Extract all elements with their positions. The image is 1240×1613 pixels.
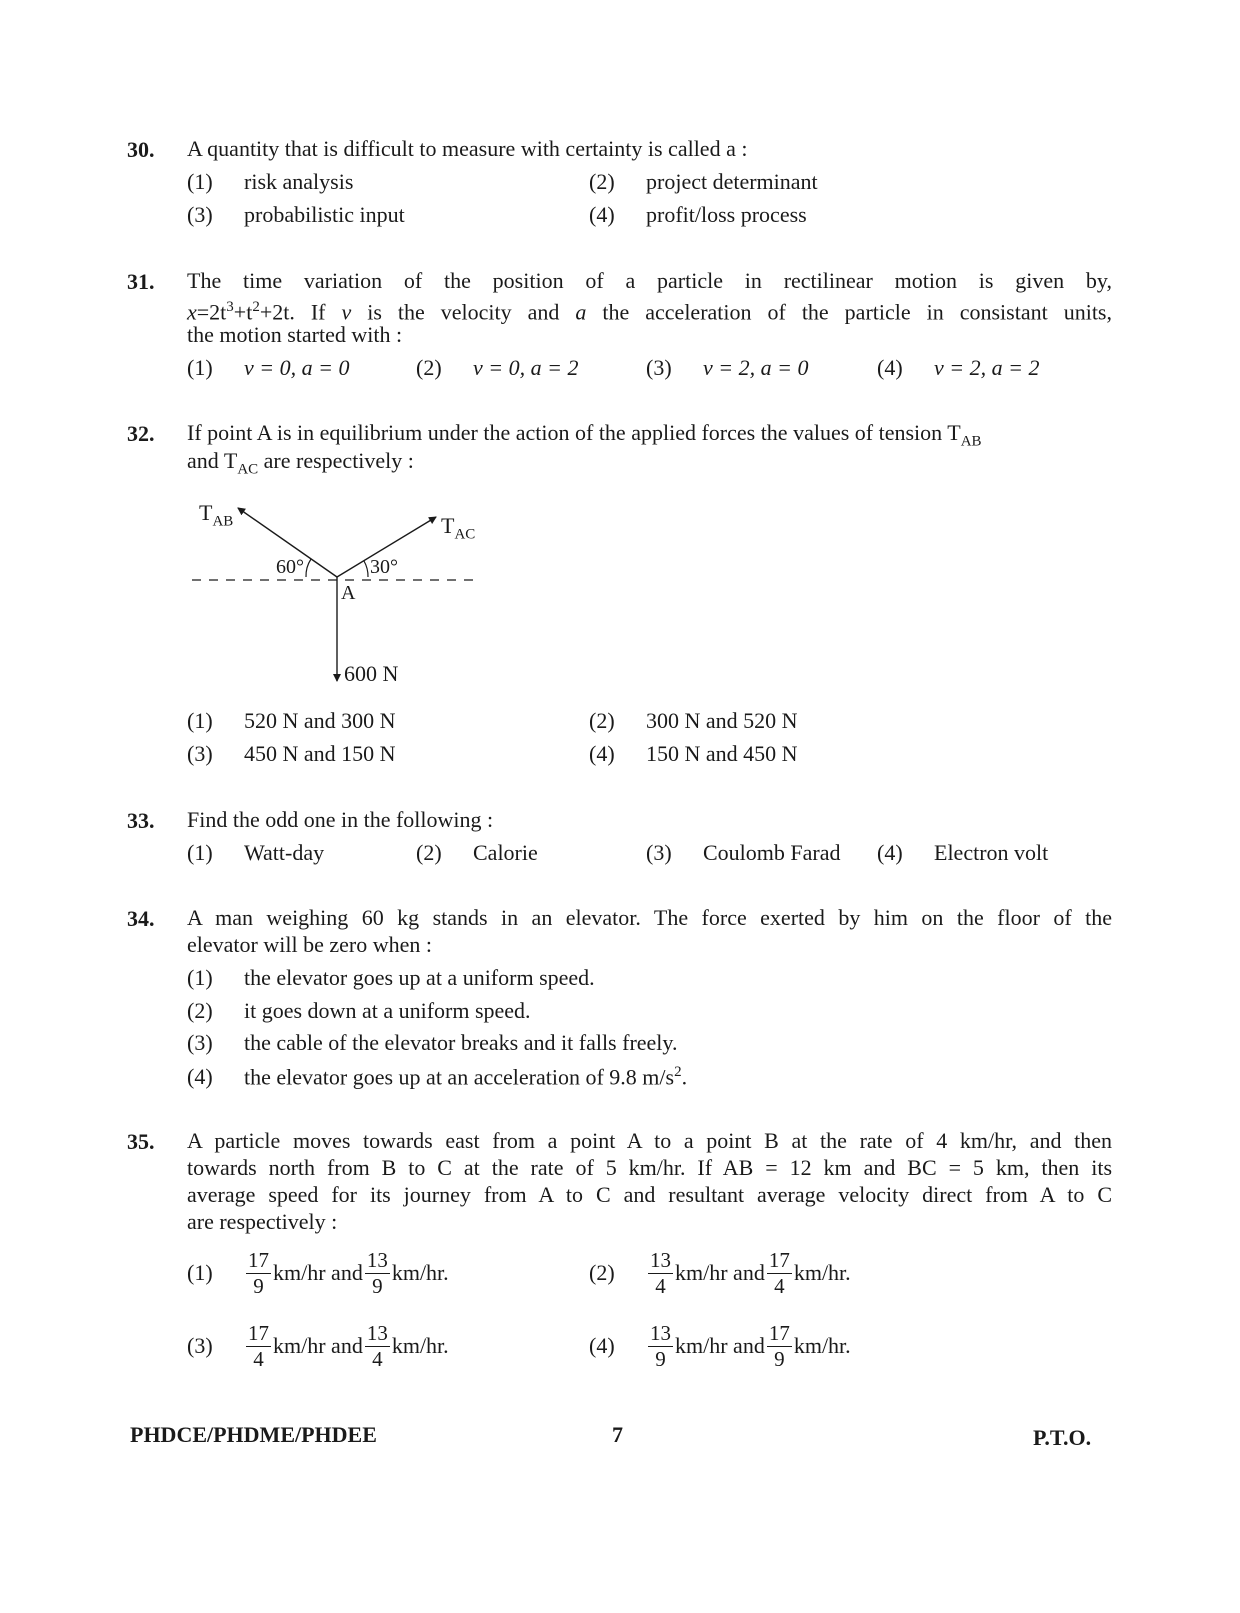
eq-end: +2t. [259,299,295,325]
option-number: (3) [187,202,213,227]
q33-option-2 [416,840,538,866]
option-text: Electron volt [934,840,1049,865]
denominator: 9 [774,1347,785,1371]
q32-sub-ab: AB [960,433,982,450]
fraction-2 [767,1250,792,1297]
footer-exam-code: PHDCE/PHDME/PHDEE [130,1422,377,1447]
q35-option-3 [187,1323,449,1370]
q34-option-3 [187,1030,677,1056]
option-number: (2) [589,169,615,194]
q31-option-2 [416,355,578,381]
label-tac [441,513,475,543]
q32-option-3 [187,741,396,767]
q33-number: 33. [127,808,155,833]
q33-option-1 [187,840,324,866]
unit-end: km/hr. [793,1260,851,1286]
q35-number: 35. [127,1129,155,1154]
eq-body: =2t [196,299,227,325]
option-text: v = 2, a = 2 [934,355,1040,380]
option-number: (3) [646,355,672,380]
fraction-1 [246,1250,271,1297]
label-point-a: A [341,582,356,604]
option-number: (1) [187,708,213,733]
label-tab [199,500,233,530]
option-text: it goes down at a uniform speed. [244,998,531,1023]
fraction-1 [648,1323,673,1370]
numerator: 17 [248,1248,269,1272]
option-text: Calorie [473,840,538,865]
option-number: (2) [589,1260,615,1286]
q35-line-3: average speed for its journey from A to C and resultant average velocity direct from A to C [187,1182,1112,1207]
fraction-2 [365,1250,390,1297]
numerator: 13 [366,1321,388,1345]
q31-number: 31. [127,269,155,294]
numerator: 13 [366,1248,388,1272]
q32-text-a: If point A is in equilibrium under the action of the applied forces the values of tension T [187,420,961,445]
q34-option-1 [187,965,595,991]
option-text: 450 N and 150 N [244,741,396,766]
q31-option-4 [877,355,1039,381]
option-number: (2) [589,708,615,733]
q34-line-2: elevator will be zero when : [187,932,432,957]
q31-option-3 [646,355,808,381]
option-number: (3) [187,1030,213,1055]
option-text: project determinant [646,169,818,194]
option-text: 520 N and 300 N [244,708,396,733]
option-text: Coulomb Farad [703,840,841,865]
q33-option-3 [646,840,841,866]
denominator: 4 [372,1347,383,1371]
option-text: profit/loss process [646,202,807,227]
numerator: 17 [248,1321,269,1345]
q35-option-1 [187,1250,449,1297]
option-text: 150 N and 450 N [646,741,798,766]
q30-option-4 [589,202,807,228]
numerator: 17 [768,1321,790,1345]
unit-end: km/hr. [391,1260,449,1286]
option-text: v = 0, a = 0 [244,355,350,380]
q32-line-2 [187,447,1112,483]
numerator: 13 [650,1321,671,1345]
numerator: 17 [768,1248,790,1272]
q35-line-2: towards north from B to C at the rate of 5 km/hr. If AB = 12 km and BC = 5 km, then its [187,1155,1112,1180]
option-end: . [681,1064,688,1090]
fraction-1 [648,1250,673,1297]
option-number: (4) [589,202,615,227]
denominator: 9 [372,1274,383,1298]
fraction-2 [767,1323,792,1370]
var-a: a [575,299,587,325]
option-text: v = 2, a = 0 [703,355,809,380]
unit-and: km/hr and [273,1260,363,1286]
unit-end: km/hr. [391,1333,449,1359]
option-number: (4) [877,840,903,865]
q31-text-c: the acceleration of the particle in consistant units, [586,299,1112,325]
q34-option-2 [187,998,531,1024]
q32-option-2 [589,708,798,734]
unit-and: km/hr and [675,1260,765,1286]
option-text: the cable of the elevator breaks and it falls freely. [244,1030,678,1055]
q35-line-1: A particle moves towards east from a point A to a point B at the rate of 4 km/hr, and then [187,1128,1112,1153]
option-number: (3) [187,741,213,766]
q32-sub-ac: AC [237,461,259,478]
eq-sup-1: 3 [226,299,234,315]
angle-arc-left [306,559,311,577]
option-number: (1) [187,1260,213,1286]
option-number: (1) [187,965,213,990]
q32-number: 32. [127,421,155,446]
fraction-1 [246,1323,271,1370]
option-number: (4) [187,1064,213,1090]
option-number: (1) [187,355,213,380]
option-sup: 2 [674,1064,682,1080]
q31-text-b: is the velocity and [351,299,576,325]
denominator: 4 [253,1347,264,1371]
q34-option-4 [187,1063,687,1091]
page-number: 7 [612,1422,623,1447]
q34-line-1: A man weighing 60 kg stands in an elevator. The force exerted by him on the floor of the [187,905,1112,930]
numerator: 13 [650,1248,671,1272]
option-number: (3) [646,840,672,865]
option-text: 300 N and 520 N [646,708,798,733]
var-v: v [341,299,352,325]
q31-text-a: If [294,299,342,325]
q30-option-3 [187,202,405,228]
q31-line-1: The time variation of the position of a particle in rectilinear motion is given by, [187,268,1112,293]
label-tac-t: T [441,513,455,538]
option-number: (3) [187,1333,213,1359]
q33-text: Find the odd one in the following : [187,807,494,832]
q30-option-1 [187,169,353,195]
option-number: (1) [187,840,213,865]
label-tab-t: T [199,500,213,525]
label-angle-60: 60° [276,556,304,578]
q30-text: A quantity that is difficult to measure with certainty is called a : [187,136,748,161]
q32-text-b: and T [187,448,238,473]
option-number: (2) [187,998,213,1023]
label-angle-30: 30° [370,556,398,578]
q32-text-c: are respectively : [258,448,414,473]
unit-end: km/hr. [793,1333,851,1359]
footer-pto: P.T.O. [1033,1425,1092,1450]
angle-arc-right [364,561,368,577]
option-number: (4) [589,1333,615,1359]
option-number: (2) [416,840,442,865]
q30-option-2 [589,169,818,195]
q30-number: 30. [127,137,155,162]
q32-option-1 [187,708,396,734]
fraction-2 [365,1323,390,1370]
q31-line-3: the motion started with : [187,322,403,347]
q31-option-1 [187,355,349,381]
eq-x: x [187,299,197,325]
q35-line-4: are respectively : [187,1209,338,1234]
label-load: 600 N [344,661,399,686]
option-number: (2) [416,355,442,380]
q34-number: 34. [127,906,155,931]
option-number: (4) [589,741,615,766]
label-tac-sub: AC [454,526,476,543]
label-tab-sub: AB [212,513,234,530]
option-text: probabilistic input [244,202,405,227]
denominator: 4 [774,1274,785,1298]
q35-option-4 [589,1323,851,1370]
option-text: the elevator goes up at a uniform speed. [244,965,595,990]
unit-and: km/hr and [273,1333,363,1359]
option-number: (4) [877,355,903,380]
eq-mid: +t [233,299,253,325]
option-text: the elevator goes up at an acceleration of 9.8 m/s [244,1064,675,1090]
option-text: risk analysis [244,169,354,194]
denominator: 4 [655,1274,666,1298]
option-text: v = 0, a = 2 [473,355,579,380]
q32-option-4 [589,741,798,767]
option-number: (1) [187,169,213,194]
denominator: 9 [253,1274,264,1298]
denominator: 9 [655,1347,666,1371]
eq-sup-2: 2 [252,299,260,315]
option-text: Watt-day [244,840,325,865]
q33-option-4 [877,840,1048,866]
unit-and: km/hr and [675,1333,765,1359]
q35-option-2 [589,1250,851,1297]
